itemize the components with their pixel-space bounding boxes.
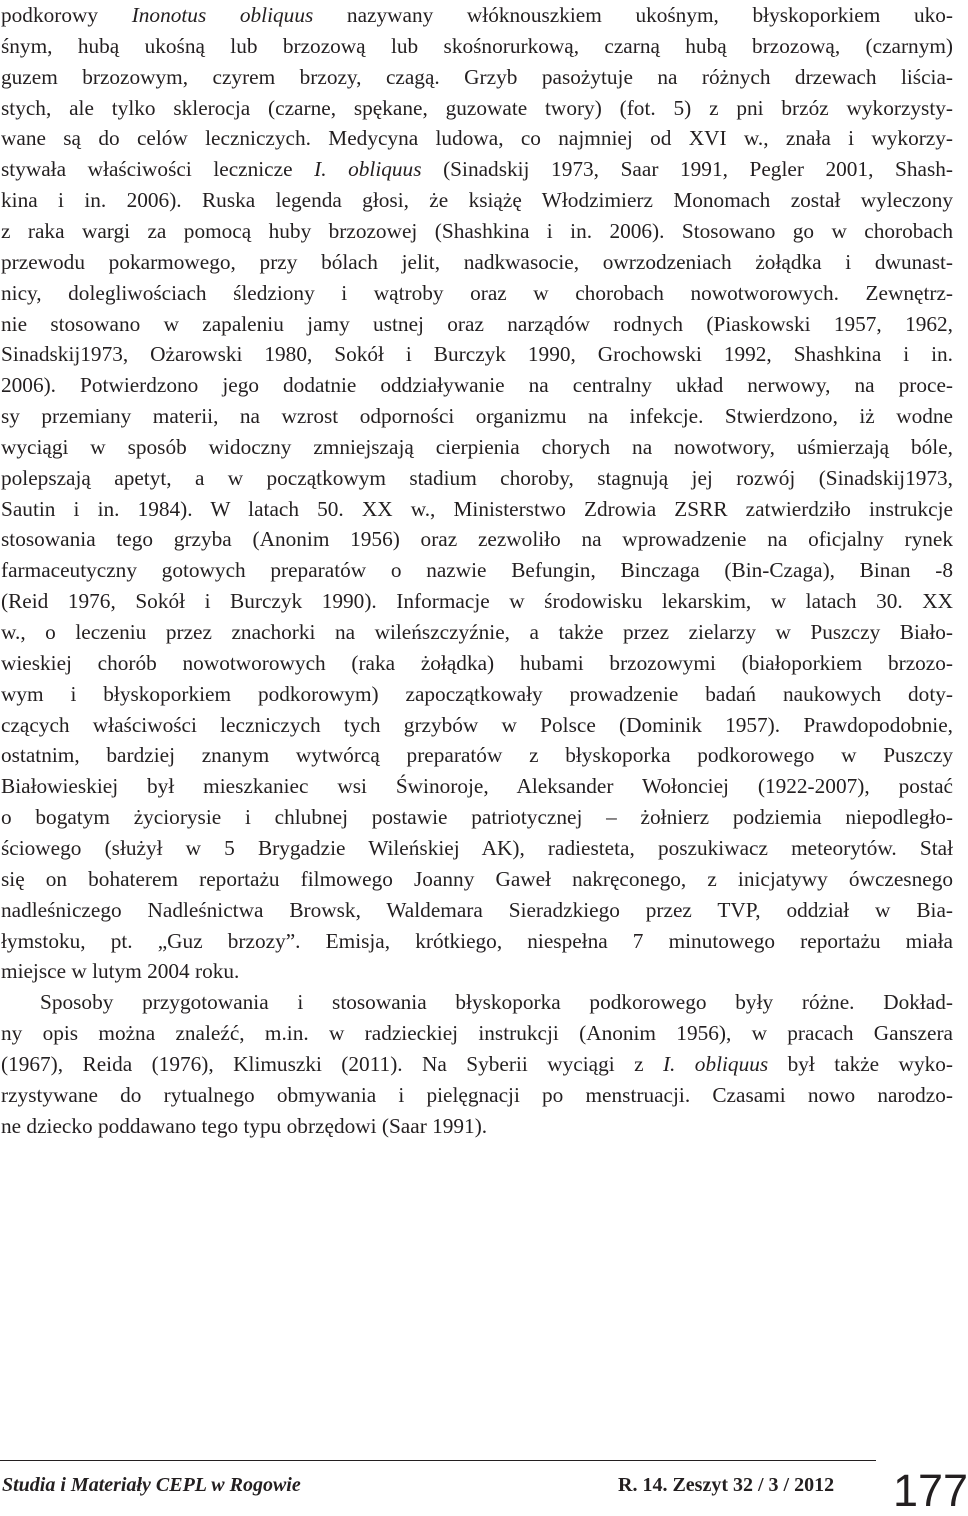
text-run: ny opis można znaleźć, m.in. w radzieckiej instrukcji (Anonim 1956), w pracach Ganszera [1,1021,953,1046]
paragraph-1-line [1,648,953,679]
paragraph-1-line [1,154,953,185]
text-run: był także wyko- [768,1051,953,1076]
text-run: Białowieskiej był mieszkaniec wsi Świnoroje, Aleksander Wołonciej (1922-2007), postać [1,774,953,799]
species-name: I. obliquus [314,157,422,182]
text-run: podkorowy [1,3,132,27]
text-run: o bogatym życiorysie i chlubnej postawie patriotycznej – żołnierz podziemia niepodległo- [1,805,953,830]
species-name: I. obliquus [662,1051,769,1076]
paragraph-1-line [1,771,953,802]
paragraph-1-line [1,93,953,124]
paragraph-1-line [1,247,953,278]
text-run: łymstoku, pt. „Guz brzozy”. Emisja, krótkiego, niespełna 7 minutowego reportażu miała [1,928,953,953]
paragraph-1-line [1,401,953,432]
text-run: czących właściwości leczniczych tych grzybów w Polsce (Dominik 1957). Prawdopodobnie, [1,712,953,737]
text-run: ne dziecko poddawano tego typu obrzędowi (Saar 1991). [1,1113,488,1138]
paragraph-1-line [1,494,953,525]
paragraph-1-line [1,31,953,62]
paragraph-1-line [1,710,953,741]
text-run: kina i in. 2006). Ruska legenda głosi, że książę Włodzimierz Monomach został wyleczony [1,188,953,213]
text-run: Sinadskij1973, Ożarowski 1980, Sokół i Burczyk 1990, Grochowski 1992, Shashkina i in. [1,342,953,367]
text-run: (1967), Reida (1976), Klimuszki (2011). Na Syberii wyciągi z [1,1051,663,1076]
text-run: nie stosowano w zapaleniu jamy ustnej oraz narządów rodnych (Piaskowski 1957, 1962, [1,311,953,336]
paragraph-1-line [1,895,953,926]
text-run: stosowania tego grzyba (Anonim 1956) oraz zezwoliło na wprowadzenie na oficjalny rynek [1,527,953,552]
paragraph-1-line [1,555,953,586]
text-run: rzystywane do rytualnego obmywania i pielęgnacji po menstruacji. Czasami nowo narodzo- [1,1082,953,1107]
paragraph-1-line [1,185,953,216]
paragraph-1-line [1,926,953,957]
paragraph-1-line [1,62,953,93]
text-run: polepszają apetyt, a w początkowym stadium choroby, stagnują jej rozwój (Sinadskij1973, [1,465,953,490]
text-run: wym i błyskoporkiem podkorowym) zapoczątkowały prowadzenie badań naukowych doty- [1,681,953,706]
text-run: (Reid 1976, Sokół i Burczyk 1990). Informacje w środowisku lekarskim, w latach 30. XX [1,589,953,614]
text-run: wane są do celów leczniczych. Medycyna ludowa, co najmniej od XVI w., znała i wykorzy- [1,126,953,151]
footer-divider [0,1460,876,1461]
paragraph-1-line [1,309,953,340]
paragraph-2-line [1,1018,953,1049]
species-name: Inonotus obliquus [131,3,314,27]
paragraph-1-line [1,463,953,494]
text-run: miejsce w lutym 2004 roku. [1,959,240,984]
paragraph-1-line [1,339,953,370]
page-number: 177 [893,1465,968,1516]
paragraph-2-line [1,1080,953,1111]
paragraph-1-line [1,370,953,401]
paragraph-1-line [1,833,953,864]
text-run: stych, ale tylko sklerocja (czarne, spękane, guzowate twory) (fot. 5) z pni brzóz wykorzysty- [1,95,953,120]
paragraph-1-line [1,586,953,617]
paragraph-2-line [1,1049,953,1080]
paragraph-1-line [1,740,953,771]
paragraph-1-line [1,956,953,987]
paragraph-1-line [1,802,953,833]
footer-issue-info: R. 14. Zeszyt 32 / 3 / 2012 [618,1474,835,1496]
text-run: ostatnim, bardziej znanym wytwórcą preparatów z błyskoporka podkorowego w Puszczy [1,743,953,768]
paragraph-1-line [1,216,953,247]
paragraph-1-line [1,617,953,648]
text-run: w., o leczeniu przez znachorki na wileńszczyźnie, a także przez zielarzy w Puszczy Biało- [1,620,953,644]
text-run: wyciągi w sposób widoczny zmniejszają cierpienia chorych na nowotwory, uśmierzają bóle, [1,434,953,459]
text-run: ściowego (służył w 5 Brygadzie Wileńskiej AK), radiesteta, poszukiwacz meteorytów. Stał [1,835,953,860]
text-run: farmaceutyczny gotowych preparatów o nazwie Befungin, Binczaga (Bin-Czaga), Binan -8 [1,558,953,583]
paragraph-1-line [1,432,953,463]
text-run: nadleśniczego Nadleśnictwa Browsk, Waldemara Sieradzkiego przez TVP, oddział w Bia- [1,897,953,922]
footer-journal-title: Studia i Materiały CEPL w Rogowie [2,1474,301,1496]
text-run: z raka wargi za pomocą huby brzozowej (Shashkina i in. 2006). Stosowano go w chorobach [1,218,953,243]
paragraph-1-line [1,123,953,154]
text-run: Sautin i in. 1984). W latach 50. XX w., Ministerstwo Zdrowia ZSRR zatwierdziło instrukcje [1,496,953,521]
text-run: 2006). Potwierdzono jego dodatnie oddziaływanie na centralny układ nerwowy, na proce- [1,373,953,398]
text-run: nicy, dolegliwościach śledziony i wątroby oraz w chorobach nowotworowych. Zewnętrz- [1,280,953,305]
text-run: guzem brzozowym, czyrem brzozy, czagą. Grzyb pasożytuje na różnych drzewach liścia- [1,64,953,89]
paragraph-1-line [1,864,953,895]
text-run: stywała właściwości lecznicze [1,157,315,182]
text-run: śnym, hubą ukośną lub brzozową lub skośnorurkową, czarną hubą brzozową, (czarnym) [1,33,953,58]
text-run: Sposoby przygotowania i stosowania błyskoporka podkorowego były różne. Dokład- [40,990,953,1015]
paragraph-1-line [1,524,953,555]
text-run: się on bohaterem reportażu filmowego Joanny Gaweł nakręconego, z inicjatywy ówczesnego [1,866,953,891]
text-run: (Sinadskij 1973, Saar 1991, Pegler 2001, Shash- [421,157,953,182]
paragraph-1-line [1,679,953,710]
text-run: nazywany włóknouszkiem ukośnym, błyskoporkiem uko- [313,3,954,27]
paragraph-1-line [1,0,953,31]
text-run: przewodu pokarmowego, przy bólach jelit, nadkwasocie, owrzodzeniach żołądka i dwunast- [1,249,953,274]
paragraph-2-line [1,1111,953,1142]
paragraph-2-line [1,987,953,1018]
paragraph-1-line [1,278,953,309]
text-run: wieskiej chorób nowotworowych (raka żołądka) hubami brzozowymi (białoporkiem brzozo- [1,650,953,675]
text-run: sy przemiany materii, na wzrost odporności organizmu na infekcje. Stwierdzono, iż wodne [1,404,953,429]
